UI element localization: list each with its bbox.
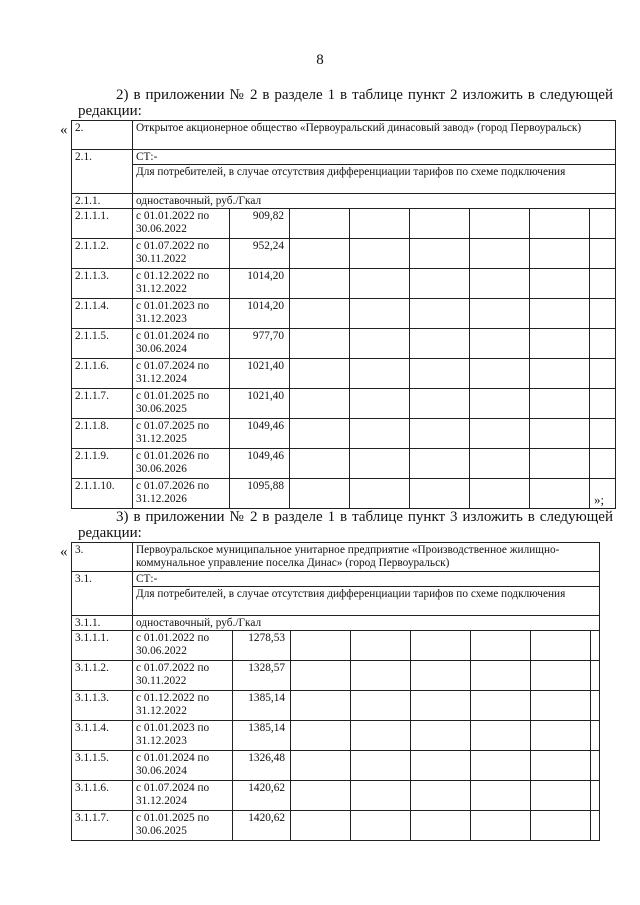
empty-cell [291, 631, 351, 661]
organization-name: Первоуральское муниципальное унитарное предприятие «Производственное жилищно-коммунальное управление поселка Динас» (город Первоуральск) [133, 543, 600, 572]
empty-cell [591, 811, 600, 841]
section3-open-quote: « [60, 544, 68, 560]
empty-cell [531, 811, 591, 841]
tariff-value: 909,82 [230, 209, 290, 239]
empty-cell [410, 239, 470, 269]
empty-cell [350, 269, 410, 299]
tariff-period: с 01.01.2026 по 30.06.2026 [133, 449, 230, 479]
empty-cell [470, 419, 530, 449]
table-cell-number: 3.1. [72, 572, 133, 616]
section3-table-body [72, 543, 600, 841]
empty-cell [591, 781, 600, 811]
empty-cell [350, 419, 410, 449]
row-number: 2.1.1.3. [72, 269, 133, 299]
tariff-type: СТ:- [133, 572, 600, 587]
empty-cell [530, 329, 590, 359]
table-row [72, 269, 616, 299]
table-row [72, 661, 600, 691]
row-number: 2.1.1.7. [72, 389, 133, 419]
empty-cell [410, 299, 470, 329]
empty-cell [350, 389, 410, 419]
empty-cell [290, 389, 350, 419]
empty-cell [471, 631, 531, 661]
organization-name: Открытое акционерное общество «Первоуральский динасовый завод» (город Первоуральск) [133, 121, 616, 150]
section3-intro [78, 509, 613, 541]
tariff-period: с 01.07.2025 по 31.12.2025 [133, 419, 230, 449]
empty-cell [350, 359, 410, 389]
tariff-period: с 01.01.2025 по 30.06.2025 [133, 811, 233, 841]
row-number: 2.1.1.10. [72, 479, 133, 509]
empty-cell [530, 479, 590, 509]
empty-cell [411, 781, 471, 811]
table-row [72, 811, 600, 841]
tariff-value: 977,70 [230, 329, 290, 359]
row-number: 2.1.1.1. [72, 209, 133, 239]
table-row [72, 389, 616, 419]
empty-cell [350, 479, 410, 509]
empty-cell [290, 239, 350, 269]
empty-cell [351, 661, 411, 691]
empty-cell [531, 751, 591, 781]
empty-cell [470, 359, 530, 389]
tariff-value: 1420,62 [233, 811, 291, 841]
tariff-period: с 01.01.2023 по 31.12.2023 [133, 299, 230, 329]
tariff-value: 1326,48 [233, 751, 291, 781]
section2-tariff-table [71, 120, 616, 509]
empty-cell [471, 721, 531, 751]
tariff-period: с 01.07.2022 по 30.11.2022 [133, 239, 230, 269]
empty-cell [411, 691, 471, 721]
empty-cell [531, 691, 591, 721]
empty-cell [590, 239, 616, 269]
empty-cell [411, 661, 471, 691]
empty-cell [590, 359, 616, 389]
empty-cell [470, 269, 530, 299]
empty-cell [411, 721, 471, 751]
empty-cell [290, 419, 350, 449]
consumer-note: Для потребителей, в случае отсутствия дифференциации тарифов по схеме подключения [133, 165, 616, 194]
empty-cell [350, 449, 410, 479]
tariff-period: с 01.07.2024 по 31.12.2024 [133, 359, 230, 389]
empty-cell [291, 721, 351, 751]
empty-cell [591, 721, 600, 751]
table-row [72, 239, 616, 269]
empty-cell [410, 329, 470, 359]
empty-cell [410, 449, 470, 479]
tariff-period: с 01.12.2022 по 31.12.2022 [133, 269, 230, 299]
empty-cell [530, 389, 590, 419]
table-cell-number: 3. [72, 543, 133, 572]
empty-cell [591, 631, 600, 661]
empty-cell [350, 209, 410, 239]
empty-cell [351, 721, 411, 751]
table-cell-number: 2.1.1. [72, 194, 133, 209]
empty-cell [590, 269, 616, 299]
empty-cell [291, 691, 351, 721]
empty-cell [470, 389, 530, 419]
tariff-period: с 01.01.2022 по 30.06.2022 [133, 209, 230, 239]
table-row [72, 721, 600, 751]
tariff-period: с 01.01.2024 по 30.06.2024 [133, 329, 230, 359]
empty-cell [290, 479, 350, 509]
table-cell-number: 3.1.1. [72, 616, 133, 631]
empty-cell [590, 389, 616, 419]
empty-cell [411, 631, 471, 661]
rate-description: одноставочный, руб./Гкал [133, 616, 600, 631]
row-number: 3.1.1.6. [72, 781, 133, 811]
tariff-period: с 01.01.2024 по 30.06.2024 [133, 751, 233, 781]
tariff-value: 1095,88 [230, 479, 290, 509]
empty-cell [290, 449, 350, 479]
empty-cell [531, 721, 591, 751]
empty-cell [530, 239, 590, 269]
row-number: 3.1.1.5. [72, 751, 133, 781]
tariff-period: с 01.01.2023 по 31.12.2023 [133, 721, 233, 751]
table-row [72, 479, 616, 509]
empty-cell [350, 239, 410, 269]
empty-cell [351, 811, 411, 841]
table-row [72, 781, 600, 811]
table-cell-number: 2. [72, 121, 133, 150]
empty-cell [290, 209, 350, 239]
empty-cell [351, 751, 411, 781]
empty-cell [591, 751, 600, 781]
section2-table-body [72, 121, 616, 509]
table-row [72, 329, 616, 359]
table-row [72, 449, 616, 479]
empty-cell [351, 631, 411, 661]
tariff-period: с 01.07.2026 по 31.12.2026 [133, 479, 230, 509]
table-row [72, 359, 616, 389]
table-row [72, 419, 616, 449]
empty-cell [351, 691, 411, 721]
row-number: 3.1.1.3. [72, 691, 133, 721]
section2-intro [78, 87, 613, 119]
empty-cell [531, 631, 591, 661]
page-number: 8 [316, 52, 324, 68]
empty-cell [590, 209, 616, 239]
empty-cell [410, 389, 470, 419]
empty-cell [290, 329, 350, 359]
tariff-value: 1049,46 [230, 419, 290, 449]
table-row [72, 751, 600, 781]
empty-cell [531, 781, 591, 811]
empty-cell [591, 661, 600, 691]
empty-cell [290, 269, 350, 299]
tariff-value: 1049,46 [230, 449, 290, 479]
tariff-value: 1021,40 [230, 389, 290, 419]
rate-description: одноставочный, руб./Гкал [133, 194, 616, 209]
row-number: 3.1.1.7. [72, 811, 133, 841]
table-row [72, 299, 616, 329]
tariff-value: 1278,53 [233, 631, 291, 661]
empty-cell [290, 359, 350, 389]
row-number: 2.1.1.5. [72, 329, 133, 359]
empty-cell [530, 359, 590, 389]
section2-close-quote: »; [594, 492, 605, 507]
empty-cell [470, 299, 530, 329]
tariff-value: 1014,20 [230, 269, 290, 299]
empty-cell [590, 299, 616, 329]
empty-cell [290, 299, 350, 329]
empty-cell [470, 329, 530, 359]
empty-cell [350, 299, 410, 329]
empty-cell [291, 661, 351, 691]
empty-cell [591, 691, 600, 721]
row-number: 2.1.1.6. [72, 359, 133, 389]
empty-cell [350, 329, 410, 359]
empty-cell [471, 781, 531, 811]
empty-cell [291, 781, 351, 811]
empty-cell [471, 751, 531, 781]
empty-cell [351, 781, 411, 811]
empty-cell [471, 811, 531, 841]
row-number: 3.1.1.4. [72, 721, 133, 751]
empty-cell [410, 269, 470, 299]
table-row [72, 631, 600, 661]
consumer-note: Для потребителей, в случае отсутствия дифференциации тарифов по схеме подключения [133, 587, 600, 616]
empty-cell [590, 329, 616, 359]
empty-cell [530, 269, 590, 299]
section2-open-quote: « [60, 122, 68, 138]
tariff-period: с 01.12.2022 по 31.12.2022 [133, 691, 233, 721]
empty-cell [410, 419, 470, 449]
empty-cell [470, 479, 530, 509]
tariff-period: с 01.07.2022 по 30.11.2022 [133, 661, 233, 691]
empty-cell [590, 419, 616, 449]
tariff-value: 1021,40 [230, 359, 290, 389]
tariff-period: с 01.01.2025 по 30.06.2025 [133, 389, 230, 419]
empty-cell [530, 299, 590, 329]
tariff-value: 952,24 [230, 239, 290, 269]
empty-cell [410, 359, 470, 389]
empty-cell [530, 449, 590, 479]
row-number: 3.1.1.2. [72, 661, 133, 691]
tariff-value: 1420,62 [233, 781, 291, 811]
empty-cell [531, 661, 591, 691]
tariff-period: с 01.07.2024 по 31.12.2024 [133, 781, 233, 811]
tariff-value: 1014,20 [230, 299, 290, 329]
table-row [72, 209, 616, 239]
empty-cell [530, 209, 590, 239]
section2-intro-line2: редакции: [78, 103, 142, 119]
row-number: 2.1.1.9. [72, 449, 133, 479]
section3-tariff-table [71, 542, 600, 841]
row-number: 2.1.1.8. [72, 419, 133, 449]
empty-cell [291, 751, 351, 781]
empty-cell [471, 661, 531, 691]
tariff-period: с 01.01.2022 по 30.06.2022 [133, 631, 233, 661]
section3-intro-line2: редакции: [78, 525, 142, 541]
tariff-value: 1385,14 [233, 691, 291, 721]
table-cell-number: 2.1. [72, 150, 133, 194]
empty-cell [470, 449, 530, 479]
row-number: 2.1.1.2. [72, 239, 133, 269]
empty-cell [411, 811, 471, 841]
empty-cell [590, 449, 616, 479]
section3-intro-line1: 3) в приложении № 2 в разделе 1 в таблице пункт 3 изложить в следующей [116, 509, 613, 525]
empty-cell [471, 691, 531, 721]
table-row [72, 691, 600, 721]
tariff-value: 1328,57 [233, 661, 291, 691]
tariff-type: СТ:- [133, 150, 616, 165]
empty-cell [410, 209, 470, 239]
tariff-value: 1385,14 [233, 721, 291, 751]
empty-cell [291, 811, 351, 841]
empty-cell [470, 209, 530, 239]
empty-cell [470, 239, 530, 269]
empty-cell [410, 479, 470, 509]
empty-cell [530, 419, 590, 449]
empty-cell [411, 751, 471, 781]
section2-intro-line1: 2) в приложении № 2 в разделе 1 в таблице пункт 2 изложить в следующей [116, 87, 613, 103]
row-number: 3.1.1.1. [72, 631, 133, 661]
row-number: 2.1.1.4. [72, 299, 133, 329]
